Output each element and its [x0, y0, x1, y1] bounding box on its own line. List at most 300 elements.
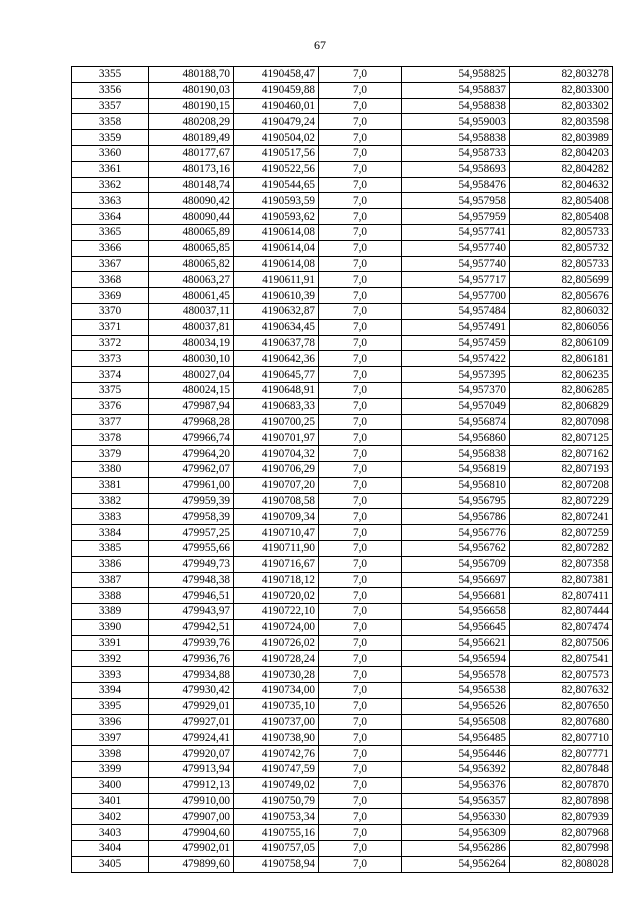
- height-cell: 7,0: [319, 619, 402, 635]
- height-cell: 7,0: [319, 145, 402, 161]
- latitude-cell: 54,956330: [402, 809, 510, 825]
- x-coordinate-cell: 479929,01: [149, 698, 234, 714]
- point-number-cell: 3369: [72, 288, 149, 304]
- table-row: [72, 572, 613, 588]
- height-cell: 7,0: [319, 856, 402, 872]
- table-row: [72, 240, 613, 256]
- height-cell: 7,0: [319, 193, 402, 209]
- longitude-cell: 82,807229: [510, 493, 613, 509]
- longitude-cell: 82,807208: [510, 477, 613, 493]
- latitude-cell: 54,957700: [402, 288, 510, 304]
- y-coordinate-cell: 4190738,90: [234, 730, 319, 746]
- table-row: [72, 525, 613, 541]
- latitude-cell: 54,957741: [402, 224, 510, 240]
- height-cell: 7,0: [319, 809, 402, 825]
- x-coordinate-cell: 480037,11: [149, 303, 234, 319]
- latitude-cell: 54,957395: [402, 367, 510, 383]
- height-cell: 7,0: [319, 461, 402, 477]
- height-cell: 7,0: [319, 604, 402, 620]
- longitude-cell: 82,804282: [510, 161, 613, 177]
- y-coordinate-cell: 4190742,76: [234, 746, 319, 762]
- height-cell: 7,0: [319, 746, 402, 762]
- height-cell: 7,0: [319, 67, 402, 83]
- longitude-cell: 82,807968: [510, 825, 613, 841]
- x-coordinate-cell: 479913,94: [149, 762, 234, 778]
- latitude-cell: 54,956578: [402, 667, 510, 683]
- height-cell: 7,0: [319, 256, 402, 272]
- x-coordinate-cell: 479962,07: [149, 461, 234, 477]
- latitude-cell: 54,956658: [402, 604, 510, 620]
- x-coordinate-cell: 479907,00: [149, 809, 234, 825]
- x-coordinate-cell: 480024,15: [149, 382, 234, 398]
- y-coordinate-cell: 4190683,33: [234, 398, 319, 414]
- table-row: [72, 714, 613, 730]
- longitude-cell: 82,803598: [510, 114, 613, 130]
- x-coordinate-cell: 480034,19: [149, 335, 234, 351]
- latitude-cell: 54,958693: [402, 161, 510, 177]
- x-coordinate-cell: 480065,82: [149, 256, 234, 272]
- latitude-cell: 54,956508: [402, 714, 510, 730]
- height-cell: 7,0: [319, 556, 402, 572]
- x-coordinate-cell: 479934,88: [149, 667, 234, 683]
- longitude-cell: 82,807506: [510, 635, 613, 651]
- x-coordinate-cell: 479936,76: [149, 651, 234, 667]
- table-row: [72, 209, 613, 225]
- y-coordinate-cell: 4190709,34: [234, 509, 319, 525]
- table-row: [72, 367, 613, 383]
- y-coordinate-cell: 4190593,62: [234, 209, 319, 225]
- y-coordinate-cell: 4190544,65: [234, 177, 319, 193]
- point-number-cell: 3360: [72, 145, 149, 161]
- table-row: [72, 145, 613, 161]
- height-cell: 7,0: [319, 82, 402, 98]
- point-number-cell: 3391: [72, 635, 149, 651]
- latitude-cell: 54,956621: [402, 635, 510, 651]
- latitude-cell: 54,956709: [402, 556, 510, 572]
- y-coordinate-cell: 4190611,91: [234, 272, 319, 288]
- x-coordinate-cell: 479948,38: [149, 572, 234, 588]
- x-coordinate-cell: 480189,49: [149, 130, 234, 146]
- table-row: [72, 351, 613, 367]
- y-coordinate-cell: 4190758,94: [234, 856, 319, 872]
- latitude-cell: 54,957958: [402, 193, 510, 209]
- table-row: [72, 161, 613, 177]
- table-row: [72, 604, 613, 620]
- x-coordinate-cell: 479966,74: [149, 430, 234, 446]
- latitude-cell: 54,958733: [402, 145, 510, 161]
- table-row: [72, 398, 613, 414]
- y-coordinate-cell: 4190610,39: [234, 288, 319, 304]
- latitude-cell: 54,956776: [402, 525, 510, 541]
- point-number-cell: 3393: [72, 667, 149, 683]
- latitude-cell: 54,957959: [402, 209, 510, 225]
- point-number-cell: 3400: [72, 777, 149, 793]
- latitude-cell: 54,956860: [402, 430, 510, 446]
- x-coordinate-cell: 480177,67: [149, 145, 234, 161]
- point-number-cell: 3379: [72, 446, 149, 462]
- table-row: [72, 303, 613, 319]
- latitude-cell: 54,956762: [402, 540, 510, 556]
- y-coordinate-cell: 4190504,02: [234, 130, 319, 146]
- latitude-cell: 54,956681: [402, 588, 510, 604]
- point-number-cell: 3362: [72, 177, 149, 193]
- table-row: [72, 667, 613, 683]
- height-cell: 7,0: [319, 335, 402, 351]
- height-cell: 7,0: [319, 351, 402, 367]
- height-cell: 7,0: [319, 98, 402, 114]
- longitude-cell: 82,803278: [510, 67, 613, 83]
- y-coordinate-cell: 4190701,97: [234, 430, 319, 446]
- y-coordinate-cell: 4190710,47: [234, 525, 319, 541]
- longitude-cell: 82,805676: [510, 288, 613, 304]
- latitude-cell: 54,957422: [402, 351, 510, 367]
- y-coordinate-cell: 4190749,02: [234, 777, 319, 793]
- height-cell: 7,0: [319, 114, 402, 130]
- x-coordinate-cell: 479927,01: [149, 714, 234, 730]
- table-row: [72, 461, 613, 477]
- y-coordinate-cell: 4190704,32: [234, 446, 319, 462]
- point-number-cell: 3357: [72, 98, 149, 114]
- longitude-cell: 82,807848: [510, 762, 613, 778]
- height-cell: 7,0: [319, 367, 402, 383]
- coordinates-table-body: [72, 67, 613, 873]
- x-coordinate-cell: 479946,51: [149, 588, 234, 604]
- longitude-cell: 82,807898: [510, 793, 613, 809]
- table-row: [72, 683, 613, 699]
- point-number-cell: 3402: [72, 809, 149, 825]
- height-cell: 7,0: [319, 414, 402, 430]
- y-coordinate-cell: 4190700,25: [234, 414, 319, 430]
- point-number-cell: 3390: [72, 619, 149, 635]
- height-cell: 7,0: [319, 161, 402, 177]
- height-cell: 7,0: [319, 240, 402, 256]
- latitude-cell: 54,956538: [402, 683, 510, 699]
- x-coordinate-cell: 479957,25: [149, 525, 234, 541]
- longitude-cell: 82,808028: [510, 856, 613, 872]
- table-row: [72, 825, 613, 841]
- longitude-cell: 82,807680: [510, 714, 613, 730]
- latitude-cell: 54,957717: [402, 272, 510, 288]
- latitude-cell: 54,956526: [402, 698, 510, 714]
- table-row: [72, 477, 613, 493]
- y-coordinate-cell: 4190634,45: [234, 319, 319, 335]
- table-row: [72, 556, 613, 572]
- longitude-cell: 82,805733: [510, 224, 613, 240]
- point-number-cell: 3372: [72, 335, 149, 351]
- point-number-cell: 3374: [72, 367, 149, 383]
- latitude-cell: 54,956819: [402, 461, 510, 477]
- y-coordinate-cell: 4190730,28: [234, 667, 319, 683]
- height-cell: 7,0: [319, 272, 402, 288]
- point-number-cell: 3389: [72, 604, 149, 620]
- longitude-cell: 82,807632: [510, 683, 613, 699]
- longitude-cell: 82,803302: [510, 98, 613, 114]
- latitude-cell: 54,958838: [402, 130, 510, 146]
- height-cell: 7,0: [319, 382, 402, 398]
- table-row: [72, 414, 613, 430]
- table-row: [72, 177, 613, 193]
- x-coordinate-cell: 480208,29: [149, 114, 234, 130]
- table-row: [72, 762, 613, 778]
- longitude-cell: 82,804632: [510, 177, 613, 193]
- table-row: [72, 841, 613, 857]
- point-number-cell: 3376: [72, 398, 149, 414]
- longitude-cell: 82,807241: [510, 509, 613, 525]
- y-coordinate-cell: 4190753,34: [234, 809, 319, 825]
- longitude-cell: 82,806056: [510, 319, 613, 335]
- longitude-cell: 82,807998: [510, 841, 613, 857]
- height-cell: 7,0: [319, 509, 402, 525]
- longitude-cell: 82,807939: [510, 809, 613, 825]
- y-coordinate-cell: 4190706,29: [234, 461, 319, 477]
- x-coordinate-cell: 480090,42: [149, 193, 234, 209]
- y-coordinate-cell: 4190593,59: [234, 193, 319, 209]
- latitude-cell: 54,957484: [402, 303, 510, 319]
- height-cell: 7,0: [319, 540, 402, 556]
- latitude-cell: 54,956286: [402, 841, 510, 857]
- point-number-cell: 3358: [72, 114, 149, 130]
- x-coordinate-cell: 479964,20: [149, 446, 234, 462]
- latitude-cell: 54,956810: [402, 477, 510, 493]
- height-cell: 7,0: [319, 730, 402, 746]
- point-number-cell: 3401: [72, 793, 149, 809]
- point-number-cell: 3396: [72, 714, 149, 730]
- table-row: [72, 730, 613, 746]
- y-coordinate-cell: 4190735,10: [234, 698, 319, 714]
- longitude-cell: 82,806032: [510, 303, 613, 319]
- y-coordinate-cell: 4190614,08: [234, 224, 319, 240]
- table-row: [72, 651, 613, 667]
- y-coordinate-cell: 4190716,67: [234, 556, 319, 572]
- y-coordinate-cell: 4190722,10: [234, 604, 319, 620]
- point-number-cell: 3405: [72, 856, 149, 872]
- longitude-cell: 82,804203: [510, 145, 613, 161]
- y-coordinate-cell: 4190707,20: [234, 477, 319, 493]
- longitude-cell: 82,806181: [510, 351, 613, 367]
- latitude-cell: 54,956645: [402, 619, 510, 635]
- table-row: [72, 98, 613, 114]
- x-coordinate-cell: 479910,00: [149, 793, 234, 809]
- x-coordinate-cell: 480190,15: [149, 98, 234, 114]
- x-coordinate-cell: 479939,76: [149, 635, 234, 651]
- longitude-cell: 82,807710: [510, 730, 613, 746]
- x-coordinate-cell: 479924,41: [149, 730, 234, 746]
- height-cell: 7,0: [319, 303, 402, 319]
- y-coordinate-cell: 4190708,58: [234, 493, 319, 509]
- x-coordinate-cell: 480173,16: [149, 161, 234, 177]
- y-coordinate-cell: 4190637,78: [234, 335, 319, 351]
- table-row: [72, 698, 613, 714]
- x-coordinate-cell: 479958,39: [149, 509, 234, 525]
- table-row: [72, 319, 613, 335]
- y-coordinate-cell: 4190522,56: [234, 161, 319, 177]
- x-coordinate-cell: 480188,70: [149, 67, 234, 83]
- y-coordinate-cell: 4190479,24: [234, 114, 319, 130]
- y-coordinate-cell: 4190750,79: [234, 793, 319, 809]
- height-cell: 7,0: [319, 493, 402, 509]
- longitude-cell: 82,807870: [510, 777, 613, 793]
- table-row: [72, 809, 613, 825]
- point-number-cell: 3367: [72, 256, 149, 272]
- point-number-cell: 3387: [72, 572, 149, 588]
- point-number-cell: 3371: [72, 319, 149, 335]
- height-cell: 7,0: [319, 777, 402, 793]
- point-number-cell: 3361: [72, 161, 149, 177]
- height-cell: 7,0: [319, 667, 402, 683]
- point-number-cell: 3373: [72, 351, 149, 367]
- height-cell: 7,0: [319, 714, 402, 730]
- height-cell: 7,0: [319, 572, 402, 588]
- point-number-cell: 3356: [72, 82, 149, 98]
- longitude-cell: 82,805733: [510, 256, 613, 272]
- height-cell: 7,0: [319, 477, 402, 493]
- y-coordinate-cell: 4190737,00: [234, 714, 319, 730]
- point-number-cell: 3384: [72, 525, 149, 541]
- x-coordinate-cell: 480065,85: [149, 240, 234, 256]
- longitude-cell: 82,806829: [510, 398, 613, 414]
- x-coordinate-cell: 479968,28: [149, 414, 234, 430]
- latitude-cell: 54,957740: [402, 240, 510, 256]
- point-number-cell: 3394: [72, 683, 149, 699]
- latitude-cell: 54,956357: [402, 793, 510, 809]
- longitude-cell: 82,807259: [510, 525, 613, 541]
- point-number-cell: 3399: [72, 762, 149, 778]
- point-number-cell: 3380: [72, 461, 149, 477]
- latitude-cell: 54,956838: [402, 446, 510, 462]
- longitude-cell: 82,806235: [510, 367, 613, 383]
- latitude-cell: 54,958825: [402, 67, 510, 83]
- height-cell: 7,0: [319, 430, 402, 446]
- point-number-cell: 3386: [72, 556, 149, 572]
- y-coordinate-cell: 4190645,77: [234, 367, 319, 383]
- y-coordinate-cell: 4190734,00: [234, 683, 319, 699]
- x-coordinate-cell: 479959,39: [149, 493, 234, 509]
- longitude-cell: 82,805408: [510, 209, 613, 225]
- x-coordinate-cell: 480190,03: [149, 82, 234, 98]
- latitude-cell: 54,956786: [402, 509, 510, 525]
- table-row: [72, 856, 613, 872]
- table-row: [72, 272, 613, 288]
- latitude-cell: 54,956697: [402, 572, 510, 588]
- table-row: [72, 114, 613, 130]
- y-coordinate-cell: 4190460,01: [234, 98, 319, 114]
- point-number-cell: 3375: [72, 382, 149, 398]
- y-coordinate-cell: 4190726,02: [234, 635, 319, 651]
- height-cell: 7,0: [319, 319, 402, 335]
- y-coordinate-cell: 4190718,12: [234, 572, 319, 588]
- latitude-cell: 54,956485: [402, 730, 510, 746]
- table-row: [72, 777, 613, 793]
- x-coordinate-cell: 479930,42: [149, 683, 234, 699]
- latitude-cell: 54,956309: [402, 825, 510, 841]
- longitude-cell: 82,807444: [510, 604, 613, 620]
- table-row: [72, 430, 613, 446]
- x-coordinate-cell: 479912,13: [149, 777, 234, 793]
- latitude-cell: 54,958476: [402, 177, 510, 193]
- x-coordinate-cell: 480063,27: [149, 272, 234, 288]
- table-row: [72, 509, 613, 525]
- table-row: [72, 335, 613, 351]
- point-number-cell: 3364: [72, 209, 149, 225]
- point-number-cell: 3404: [72, 841, 149, 857]
- latitude-cell: 54,956795: [402, 493, 510, 509]
- x-coordinate-cell: 479961,00: [149, 477, 234, 493]
- table-row: [72, 635, 613, 651]
- latitude-cell: 54,956446: [402, 746, 510, 762]
- latitude-cell: 54,957491: [402, 319, 510, 335]
- latitude-cell: 54,957049: [402, 398, 510, 414]
- y-coordinate-cell: 4190614,08: [234, 256, 319, 272]
- height-cell: 7,0: [319, 762, 402, 778]
- point-number-cell: 3359: [72, 130, 149, 146]
- x-coordinate-cell: 480030,10: [149, 351, 234, 367]
- x-coordinate-cell: 479942,51: [149, 619, 234, 635]
- y-coordinate-cell: 4190458,47: [234, 67, 319, 83]
- x-coordinate-cell: 480090,44: [149, 209, 234, 225]
- longitude-cell: 82,803989: [510, 130, 613, 146]
- y-coordinate-cell: 4190517,56: [234, 145, 319, 161]
- table-row: [72, 540, 613, 556]
- point-number-cell: 3355: [72, 67, 149, 83]
- longitude-cell: 82,805408: [510, 193, 613, 209]
- y-coordinate-cell: 4190728,24: [234, 651, 319, 667]
- point-number-cell: 3392: [72, 651, 149, 667]
- y-coordinate-cell: 4190757,05: [234, 841, 319, 857]
- y-coordinate-cell: 4190711,90: [234, 540, 319, 556]
- longitude-cell: 82,807771: [510, 746, 613, 762]
- table-row: [72, 82, 613, 98]
- x-coordinate-cell: 480065,89: [149, 224, 234, 240]
- height-cell: 7,0: [319, 446, 402, 462]
- table-row: [72, 619, 613, 635]
- latitude-cell: 54,956874: [402, 414, 510, 430]
- point-number-cell: 3397: [72, 730, 149, 746]
- latitude-cell: 54,957370: [402, 382, 510, 398]
- longitude-cell: 82,807098: [510, 414, 613, 430]
- x-coordinate-cell: 480061,45: [149, 288, 234, 304]
- latitude-cell: 54,956392: [402, 762, 510, 778]
- height-cell: 7,0: [319, 698, 402, 714]
- longitude-cell: 82,807162: [510, 446, 613, 462]
- y-coordinate-cell: 4190642,36: [234, 351, 319, 367]
- y-coordinate-cell: 4190632,87: [234, 303, 319, 319]
- table-row: [72, 67, 613, 83]
- table-row: [72, 193, 613, 209]
- height-cell: 7,0: [319, 398, 402, 414]
- x-coordinate-cell: 479949,73: [149, 556, 234, 572]
- longitude-cell: 82,807381: [510, 572, 613, 588]
- longitude-cell: 82,807282: [510, 540, 613, 556]
- table-row: [72, 224, 613, 240]
- table-row: [72, 746, 613, 762]
- x-coordinate-cell: 479904,60: [149, 825, 234, 841]
- table-row: [72, 130, 613, 146]
- table-row: [72, 793, 613, 809]
- table-row: [72, 256, 613, 272]
- y-coordinate-cell: 4190459,88: [234, 82, 319, 98]
- longitude-cell: 82,806109: [510, 335, 613, 351]
- point-number-cell: 3381: [72, 477, 149, 493]
- table-row: [72, 446, 613, 462]
- latitude-cell: 54,958837: [402, 82, 510, 98]
- table-row: [72, 382, 613, 398]
- longitude-cell: 82,803300: [510, 82, 613, 98]
- longitude-cell: 82,805732: [510, 240, 613, 256]
- point-number-cell: 3377: [72, 414, 149, 430]
- y-coordinate-cell: 4190747,59: [234, 762, 319, 778]
- longitude-cell: 82,807411: [510, 588, 613, 604]
- longitude-cell: 82,805699: [510, 272, 613, 288]
